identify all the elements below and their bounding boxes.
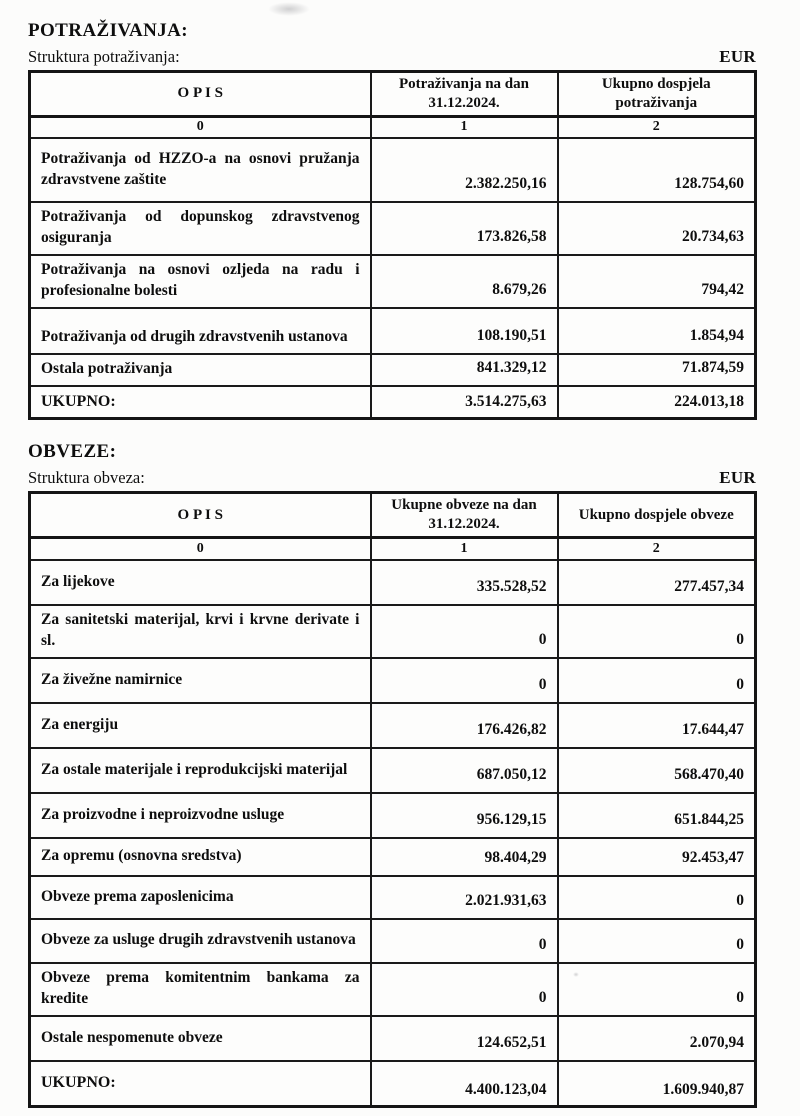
- total-label-cell: UKUPNO:: [30, 1061, 371, 1107]
- table-header-row: [30, 72, 756, 117]
- row-label-cell: Za ostale materijale i reprodukcijski materijal: [30, 748, 371, 793]
- opis-header-cell: O P I S: [30, 493, 371, 538]
- table-row: [30, 703, 756, 748]
- row-value-cell: 124.652,51: [371, 1016, 558, 1061]
- amount-on-date-header-cell: Ukupne obveze na dan 31.12.2024.: [371, 493, 558, 538]
- row-value-cell: 0: [371, 919, 558, 963]
- table-row: [30, 308, 756, 354]
- row-value-cell: 173.826,58: [371, 202, 558, 255]
- row-value-cell: 2.070,94: [558, 1016, 756, 1061]
- total-due-header-cell: Ukupno dospjela potraživanja: [558, 72, 756, 117]
- row-value-cell: 17.644,47: [558, 703, 756, 748]
- table-header-row: [30, 493, 756, 538]
- row-value-cell: 0: [558, 963, 756, 1016]
- row-label-cell: Potraživanja od dopunskog zdravstvenog osiguranja: [30, 202, 371, 255]
- row-value-cell: 0: [558, 658, 756, 703]
- row-value-cell: 108.190,51: [371, 308, 558, 354]
- table-row: [30, 138, 756, 202]
- receivables-table: [28, 70, 757, 420]
- index-cell-1: 1: [371, 537, 558, 560]
- row-label-cell: Za energiju: [30, 703, 371, 748]
- row-value-cell: 0: [558, 919, 756, 963]
- total-value-cell: 4.400.123,04: [371, 1061, 558, 1107]
- total-label-cell: UKUPNO:: [30, 386, 371, 419]
- opis-header-cell: O P I S: [30, 72, 371, 117]
- row-value-cell: 841.329,12: [371, 354, 558, 386]
- table-row: [30, 793, 756, 838]
- row-value-cell: 0: [558, 876, 756, 919]
- index-cell-2: 2: [558, 537, 756, 560]
- row-value-cell: 687.050,12: [371, 748, 558, 793]
- index-cell-1: 1: [371, 116, 558, 138]
- row-value-cell: 0: [371, 963, 558, 1016]
- row-value-cell: 128.754,60: [558, 138, 756, 202]
- index-cell-0: 0: [30, 537, 371, 560]
- row-label-cell: Potraživanja od drugih zdravstvenih ustanova: [30, 308, 371, 354]
- table-row: [30, 354, 756, 386]
- column-index-row: [30, 116, 756, 138]
- total-value-cell: 1.609.940,87: [558, 1061, 756, 1107]
- total-value-cell: 224.013,18: [558, 386, 756, 419]
- table-row: [30, 838, 756, 876]
- row-value-cell: 98.404,29: [371, 838, 558, 876]
- receivables-section-title: POTRAŽIVANJA:: [28, 20, 189, 41]
- table-total-row: [30, 386, 756, 419]
- table-row: [30, 876, 756, 919]
- table-row: [30, 963, 756, 1016]
- row-value-cell: 176.426,82: [371, 703, 558, 748]
- row-value-cell: 0: [371, 605, 558, 658]
- row-label-cell: Za sanitetski materijal, krvi i krvne derivate i sl.: [30, 605, 371, 658]
- section-gap: [28, 420, 770, 441]
- row-label-cell: Ostale nespomenute obveze: [30, 1016, 371, 1061]
- amount-on-date-header-cell: Potraživanja na dan 31.12.2024.: [371, 72, 558, 117]
- table-row: [30, 202, 756, 255]
- row-label-cell: Potraživanja na osnovi ozljeda na radu i profesionalne bolesti: [30, 255, 371, 308]
- row-value-cell: 92.453,47: [558, 838, 756, 876]
- row-label-cell: Obveze prema komitentnim bankama za kredite: [30, 963, 371, 1016]
- row-value-cell: 568.470,40: [558, 748, 756, 793]
- row-label-cell: Obveze prema zaposlenicima: [30, 876, 371, 919]
- row-value-cell: 8.679,26: [371, 255, 558, 308]
- table-row: [30, 748, 756, 793]
- row-value-cell: 794,42: [558, 255, 756, 308]
- row-label-cell: Potraživanja od HZZO-a na osnovi pružanja zdravstvene zaštite: [30, 138, 371, 202]
- row-value-cell: 651.844,25: [558, 793, 756, 838]
- row-value-cell: 277.457,34: [558, 560, 756, 605]
- row-label-cell: Ostala potraživanja: [30, 354, 371, 386]
- liabilities-table: [28, 491, 757, 1108]
- table-row: [30, 605, 756, 658]
- total-due-header-cell: Ukupno dospjele obveze: [558, 493, 756, 538]
- table-row: [30, 658, 756, 703]
- liabilities-currency-label: EUR: [719, 468, 756, 488]
- table-row: [30, 255, 756, 308]
- liabilities-subtitle: Struktura obveza:: [28, 468, 145, 488]
- receivables-currency-label: EUR: [719, 47, 756, 66]
- liabilities-subheader-row: [28, 468, 770, 488]
- total-value-cell: 3.514.275,63: [371, 386, 558, 419]
- receivables-subtitle: Struktura potraživanja:: [28, 47, 180, 66]
- row-value-cell: 2.382.250,16: [371, 138, 558, 202]
- row-value-cell: 2.021.931,63: [371, 876, 558, 919]
- scan-smudge: [268, 2, 310, 16]
- index-cell-2: 2: [558, 116, 756, 138]
- row-label-cell: Za živežne namirnice: [30, 658, 371, 703]
- table-row: [30, 1016, 756, 1061]
- row-value-cell: 20.734,63: [558, 202, 756, 255]
- table-row: [30, 560, 756, 605]
- scan-speck: [573, 972, 579, 977]
- row-label-cell: Za lijekove: [30, 560, 371, 605]
- row-value-cell: 335.528,52: [371, 560, 558, 605]
- index-cell-0: 0: [30, 116, 371, 138]
- receivables-subheader-row: [28, 47, 770, 67]
- table-row: [30, 919, 756, 963]
- row-value-cell: 0: [371, 658, 558, 703]
- row-label-cell: Za proizvodne i neproizvodne usluge: [30, 793, 371, 838]
- row-label-cell: Obveze za usluge drugih zdravstvenih ustanova: [30, 919, 371, 963]
- table-total-row: [30, 1061, 756, 1107]
- row-value-cell: 956.129,15: [371, 793, 558, 838]
- row-value-cell: 71.874,59: [558, 354, 756, 386]
- column-index-row: [30, 537, 756, 560]
- row-value-cell: 0: [558, 605, 756, 658]
- row-value-cell: 1.854,94: [558, 308, 756, 354]
- row-label-cell: Za opremu (osnovna sredstva): [30, 838, 371, 876]
- liabilities-section-title: OBVEZE:: [28, 441, 117, 463]
